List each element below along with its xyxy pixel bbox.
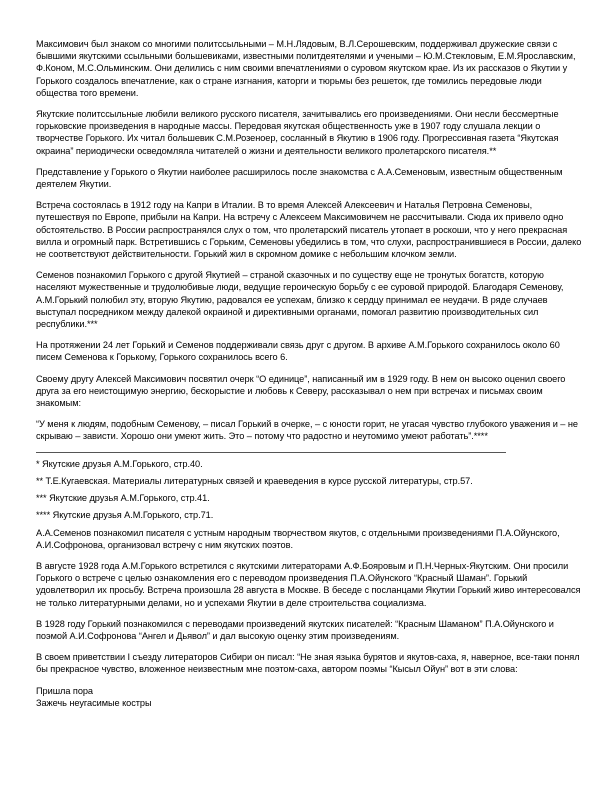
document-page bbox=[36, 38, 582, 709]
paragraph: Семенов познакомил Горького с другой Якутией – страной сказочных и по существу еще не тронутых богатств, которую населяют мужественные и трудолюбивые люди, ведущие героическую борьбу с ее суровой природой. Благодаря Семенову, А.М.Горький полюбил эту, вторую Якутию, радовался ее успехам, близко к сердцу принимал ее неудачи. В ряде случаев выступал посредником между далекой окраиной и директивными органами, помогал развитию производительных сил республики.*** bbox=[36, 270, 564, 330]
paragraph: В своем приветствии I съезду литераторов Сибири он писал: “Не зная языка бурятов и якутов-саха, я, наверное, все-таки понял бы прекрасное чувство, вложенное неизвестным мне поэтом-саха, автором поэмы “Кысыл Ойун” вот в эти слова: bbox=[36, 652, 580, 675]
quote-paragraph: “У меня к людям, подобным Семенову, – писал Горький в очерке, – с юности горит, не угасая чувство глубокого уважения и – не скрываю – зависти. Хорошо они умеют жить. Это – потому что радостно и неутомимо умеют работать”.**** bbox=[36, 419, 578, 442]
paragraph: Своему другу Алексей Максимович посвятил очерк “О единице”, написанный им в 1929 году. В нем он высоко оценил своего друга за его неистощимую энергию, бескорыстие и любовь к Северу, рассказывал о нем при встречах и письмах своим знакомым: bbox=[36, 373, 566, 409]
paragraph: Якутские политссыльные любили великого русского писателя, зачитывались его произведениями. Они несли бессмертные горьковские произведения в народные массы. Передовая якутская общественность уже в 1907 году слушала лекции о творчестве Горького. Их читал большевик С.М.Розенoер, сосланный в Якутию в 1906 году. Прогрессивная газета “Якутская окраина” периодически осведомляла читателей о жизни и деятельности великого пролетарского писателя.** bbox=[36, 109, 559, 156]
footnote: **** Якутские друзья А.М.Горького, стр.71. bbox=[36, 510, 214, 521]
poem-line: Пришла пора bbox=[36, 685, 93, 696]
paragraph: Представление у Горького о Якутии наиболее расширилось после знакомства с А.А.Семеновым, известным общественным деятелем Якутии. bbox=[36, 166, 563, 190]
footnote: ** Т.Е.Кугаевская. Материалы литературных связей и краеведения в курсе русской литературы, стр.57. bbox=[36, 475, 473, 486]
paragraph: Встреча состоялась в 1912 году на Капри в Италии. В то время Алексей Алексеевич и Наталья Петровна Семеновы, путешествуя по Европе, прибыли на Капри. На встречу с Алексеем Максимовичем не рассчитывали. Сюда их привело одно обстоятельство. В России распространялся слух о том, что пролетарский писатель утопает в роскоши, что у него прекрасная вилла и огромный парк. Встретившись с Горьким, Семеновы убедились в том, что слухи, распространившиеся в России, далеко не соответствуют действительности. Горький жил в скромном домике с небольшим клочком земли. bbox=[36, 200, 582, 260]
footnote-divider bbox=[36, 452, 506, 453]
footnote: *** Якутские друзья А.М.Горького, стр.41. bbox=[36, 493, 210, 504]
paragraph: Максимович был знаком со многими политссыльными – М.Н.Лядовым, В.Л.Серошевским, поддерживал дружеские связи с бывшими якутскими ссыльными большевиками, известными политдеятелями и учеными – Ю.М.Стекловым, Е.М.Ярославским, Ф.Коном, М.С.Ольминским. Они делились с ним своими впечатлениями о суровом якутском крае. Из их рассказов о Якутии у Горького создалось впечатление, как о стране изгнания, каторги и тюрьмы без решеток, где томились передовые люди общества того времени. bbox=[36, 39, 576, 98]
paragraph: На протяжении 24 лет Горький и Семенов поддерживали связь друг с другом. В архиве А.М.Горького сохранилось около 60 писем Семенова к Горькому, Горького сохранилось всего 6. bbox=[36, 340, 560, 363]
poem-line: Зажечь неугасимые костры bbox=[36, 697, 152, 708]
paragraph: В 1928 году Горький познакомился с переводами произведений якутских писателей: “Красным Шаманом” П.А.Ойунского и поэмой А.И.Софронова “Ангел и Дьявол” и дал высокую оценку этим произведениям. bbox=[36, 618, 554, 641]
footnote: * Якутские друзья А.М.Горького, стр.40. bbox=[36, 458, 203, 469]
paragraph: А.А.Семенов познакомил писателя с устным народным творчеством якутов, с отдельными произведениями П.А.Ойунского, А.И.Софронова, организовал встречу с ним якутских поэтов. bbox=[36, 527, 560, 550]
paragraph: В августе 1928 года А.М.Горького встретился с якутскими литераторами А.Ф.Бояровым и П.Н.Черных-Якутским. Они просили Горького о встрече с целью ознакомления его с переводом произведения П.А.Ойунского “Красный Шаман”. Горький удовлетворил их просьбу. Встреча произошла 28 августа в Москве. В беседе с посланцами Якутии Горький живо интересовался не только литературными делами, но и успехами Якутии в деле строительства социализма. bbox=[36, 560, 581, 608]
